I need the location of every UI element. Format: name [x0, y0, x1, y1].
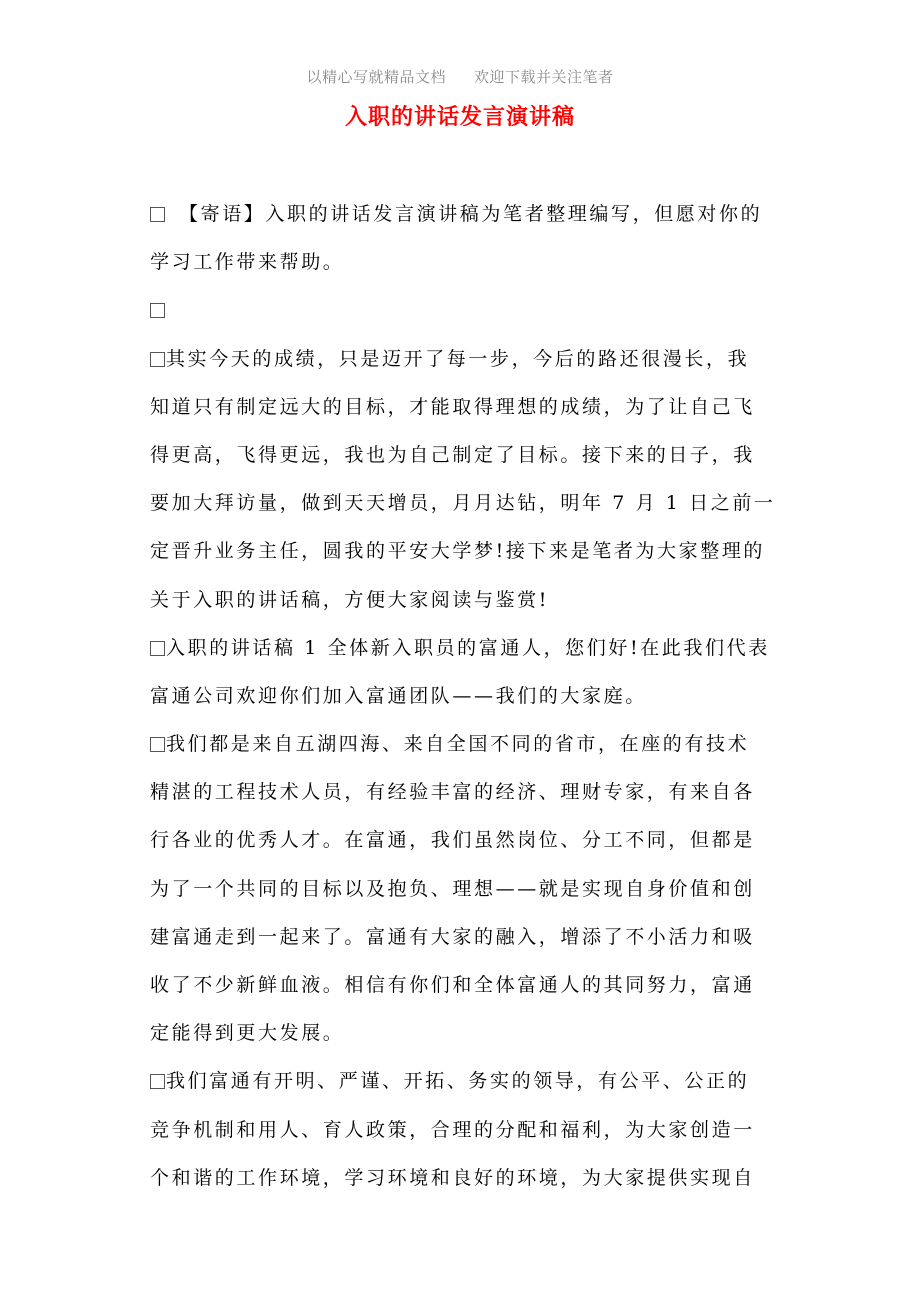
paragraph-line: 定晋升业务主任，圆我的平安大学梦!接下来是笔者为大家整理的	[150, 540, 766, 563]
placeholder-box-icon	[150, 641, 165, 656]
paragraph-line: 关于入职的讲话稿，方便大家阅读与鉴赏!	[150, 588, 550, 611]
paragraph-line	[150, 286, 770, 334]
paragraph-line: 我们富通有开明、严谨、开拓、务实的领导，有公平、公正的	[150, 1057, 770, 1105]
paragraph-line: 【寄语】入职的讲话发言演讲稿为笔者整理编写，但愿对你的	[150, 190, 770, 238]
paragraph-line: 其实今天的成绩，只是迈开了每一步，今后的路还很漫长，我	[150, 335, 770, 383]
paragraph-line: 建富通走到一起来了。富通有大家的融入，增添了不小活力和吸	[150, 925, 755, 948]
header-note-right: 欢迎下载并关注笔者	[474, 68, 614, 86]
placeholder-box-icon	[150, 352, 165, 367]
placeholder-box-icon	[150, 207, 165, 222]
header-note	[0, 66, 920, 87]
placeholder-box-icon	[150, 1074, 165, 1089]
paragraph-line: 知道只有制定远大的目标，才能取得理想的成绩，为了让自己飞	[150, 395, 755, 418]
paragraph-line: 竞争机制和用人、育人政策，合理的分配和福利，为大家创造一	[150, 1118, 755, 1141]
placeholder-box-icon	[150, 303, 165, 318]
paragraph-line: 入职的讲话稿 1 全体新入职员的富通人，您们好!在此我们代表	[150, 624, 770, 672]
paragraph-line: 要加大拜访量，做到天天增员，月月达钻，明年 7 月 1 日之前一	[150, 492, 776, 515]
paragraph-line: 定能得到更大发展。	[150, 1022, 345, 1045]
placeholder-box-icon	[150, 737, 165, 752]
paragraph-line: 行各业的优秀人才。在富通，我们虽然岗位、分工不同，但都是	[150, 829, 755, 852]
document-body	[150, 190, 776, 1202]
paragraph-line: 精湛的工程技术人员，有经验丰富的经济、理财专家，有来自各	[150, 781, 755, 804]
header-note-left: 以精心写就精品文档	[306, 68, 446, 86]
paragraph-line: 为了一个共同的目标以及抱负、理想——就是实现自身价值和创	[150, 877, 755, 900]
paragraph-line: 学习工作带来帮助。	[150, 251, 345, 274]
paragraph-line: 得更高，飞得更远，我也为自己制定了目标。接下来的日子，我	[150, 443, 755, 466]
paragraph-line: 我们都是来自五湖四海、来自全国不同的省市，在座的有技术	[150, 720, 770, 768]
paragraph-line: 个和谐的工作环境，学习环境和良好的环境，为大家提供实现自	[150, 1166, 755, 1189]
paragraph-line: 收了不少新鲜血液。相信有你们和全体富通人的其同努力，富通	[150, 974, 755, 996]
document-title: 入职的讲话发言演讲稿	[344, 105, 575, 130]
paragraph-line: 富通公司欢迎你们加入富通团队——我们的大家庭。	[150, 684, 647, 707]
